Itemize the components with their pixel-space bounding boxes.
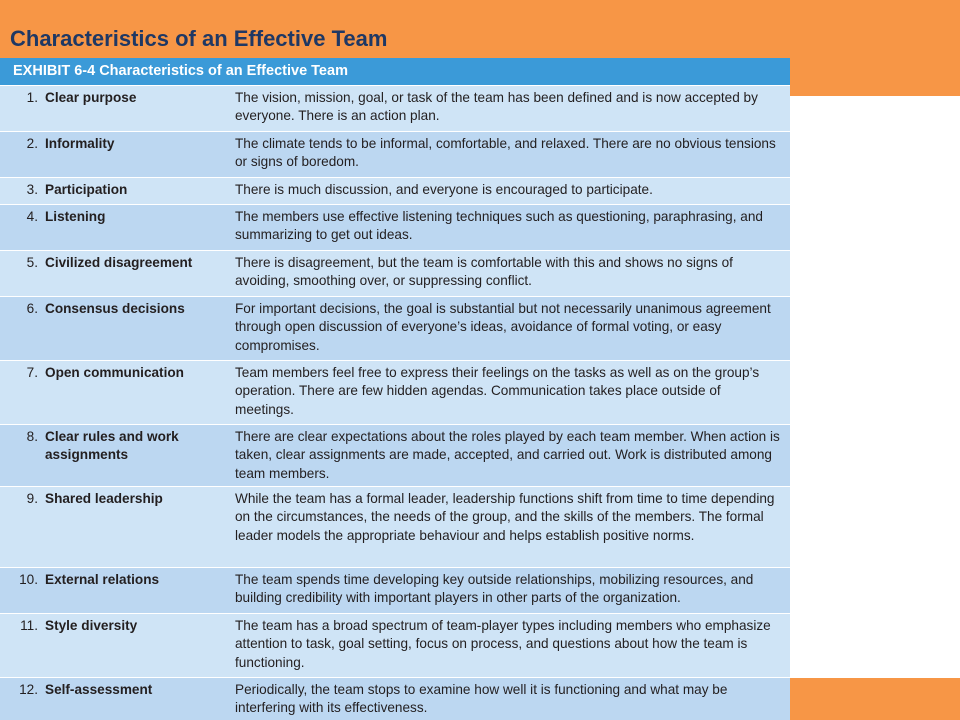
characteristic-name: Listening — [45, 209, 106, 224]
characteristic-name: Self-assessment — [45, 682, 153, 697]
table-row — [0, 296, 790, 360]
characteristic-name: External relations — [45, 572, 160, 587]
table-row — [0, 360, 790, 424]
characteristic-name: Consensus decisions — [45, 301, 185, 316]
characteristic-description: There is disagreement, but the team is comfortable with this and shows no signs of avoiding, smoothing over, or suppressing conflict. — [235, 255, 733, 289]
table-row — [0, 613, 790, 677]
characteristic-description: The members use effective listening techniques such as questioning, paraphrasing, and summarizing to get out ideas. — [235, 209, 763, 243]
characteristic-name: Clear rules and work assignments — [45, 429, 179, 463]
characteristic-name: Informality — [45, 136, 115, 151]
table-row — [0, 677, 790, 720]
table-row — [0, 486, 790, 567]
characteristic-description: The team has a broad spectrum of team-player types including members who emphasize attention to task, goal setting, focus on process, and questions about how the team is functioning. — [235, 618, 771, 670]
row-number: 8. — [26, 429, 38, 444]
characteristic-description: There are clear expectations about the roles played by each team member. When action is taken, clear assignments are made, accepted, and carried out. Work is distributed among team members. — [235, 429, 780, 481]
characteristic-description: The climate tends to be informal, comfortable, and relaxed. There are no obvious tensions or signs of boredom. — [235, 136, 776, 170]
characteristic-description: There is much discussion, and everyone is encouraged to participate. — [235, 182, 653, 197]
exhibit-header: EXHIBIT 6-4 Characteristics of an Effective Team — [0, 58, 790, 85]
table-row — [0, 567, 790, 613]
characteristic-name: Participation — [45, 182, 128, 197]
row-number: 11. — [20, 618, 38, 633]
characteristic-description: Periodically, the team stops to examine how well it is functioning and what may be interfering with its effectiveness. — [235, 682, 728, 716]
characteristic-name: Clear purpose — [45, 90, 137, 105]
characteristic-description: The vision, mission, goal, or task of the team has been defined and is now accepted by everyone. There is an action plan. — [235, 90, 758, 124]
characteristic-description: While the team has a formal leader, leadership functions shift from time to time depending on the circumstances, the needs of the group, and the skills of the members. The formal leader models the appropriate behaviour and helps establish positive norms. — [235, 491, 775, 543]
bottom-orange-band — [790, 678, 960, 720]
row-number: 5. — [26, 255, 38, 270]
row-number: 9. — [26, 491, 38, 506]
table-row — [0, 85, 790, 131]
table-row — [0, 250, 790, 296]
row-number: 2. — [26, 136, 38, 151]
characteristic-name: Open communication — [45, 365, 184, 380]
row-number: 3. — [26, 182, 38, 197]
row-number: 12. — [19, 682, 38, 697]
table-row — [0, 131, 790, 177]
row-number: 7. — [26, 365, 38, 380]
row-number: 1. — [26, 90, 38, 105]
characteristic-description: For important decisions, the goal is substantial but not necessarily unanimous agreement through open discussion of everyone’s ideas, avoidance of formal voting, or easy compromises. — [235, 301, 771, 353]
slide-title: Characteristics of an Effective Team — [10, 26, 388, 51]
exhibit-table — [0, 58, 790, 720]
row-number: 10. — [19, 572, 38, 587]
characteristic-description: The team spends time developing key outside relationships, mobilizing resources, and building credibility with important players in other parts of the organization. — [235, 572, 754, 606]
row-number: 6. — [26, 301, 38, 316]
characteristic-name: Civilized disagreement — [45, 255, 193, 270]
table-row — [0, 177, 790, 204]
table-row — [0, 424, 790, 486]
characteristic-description: Team members feel free to express their feelings on the tasks as well as on the group’s operation. There are few hidden agendas. Communication takes place outside of meetings. — [235, 365, 760, 417]
characteristic-name: Style diversity — [45, 618, 138, 633]
row-number: 4. — [26, 209, 38, 224]
table-row — [0, 204, 790, 250]
characteristic-name: Shared leadership — [45, 491, 163, 506]
